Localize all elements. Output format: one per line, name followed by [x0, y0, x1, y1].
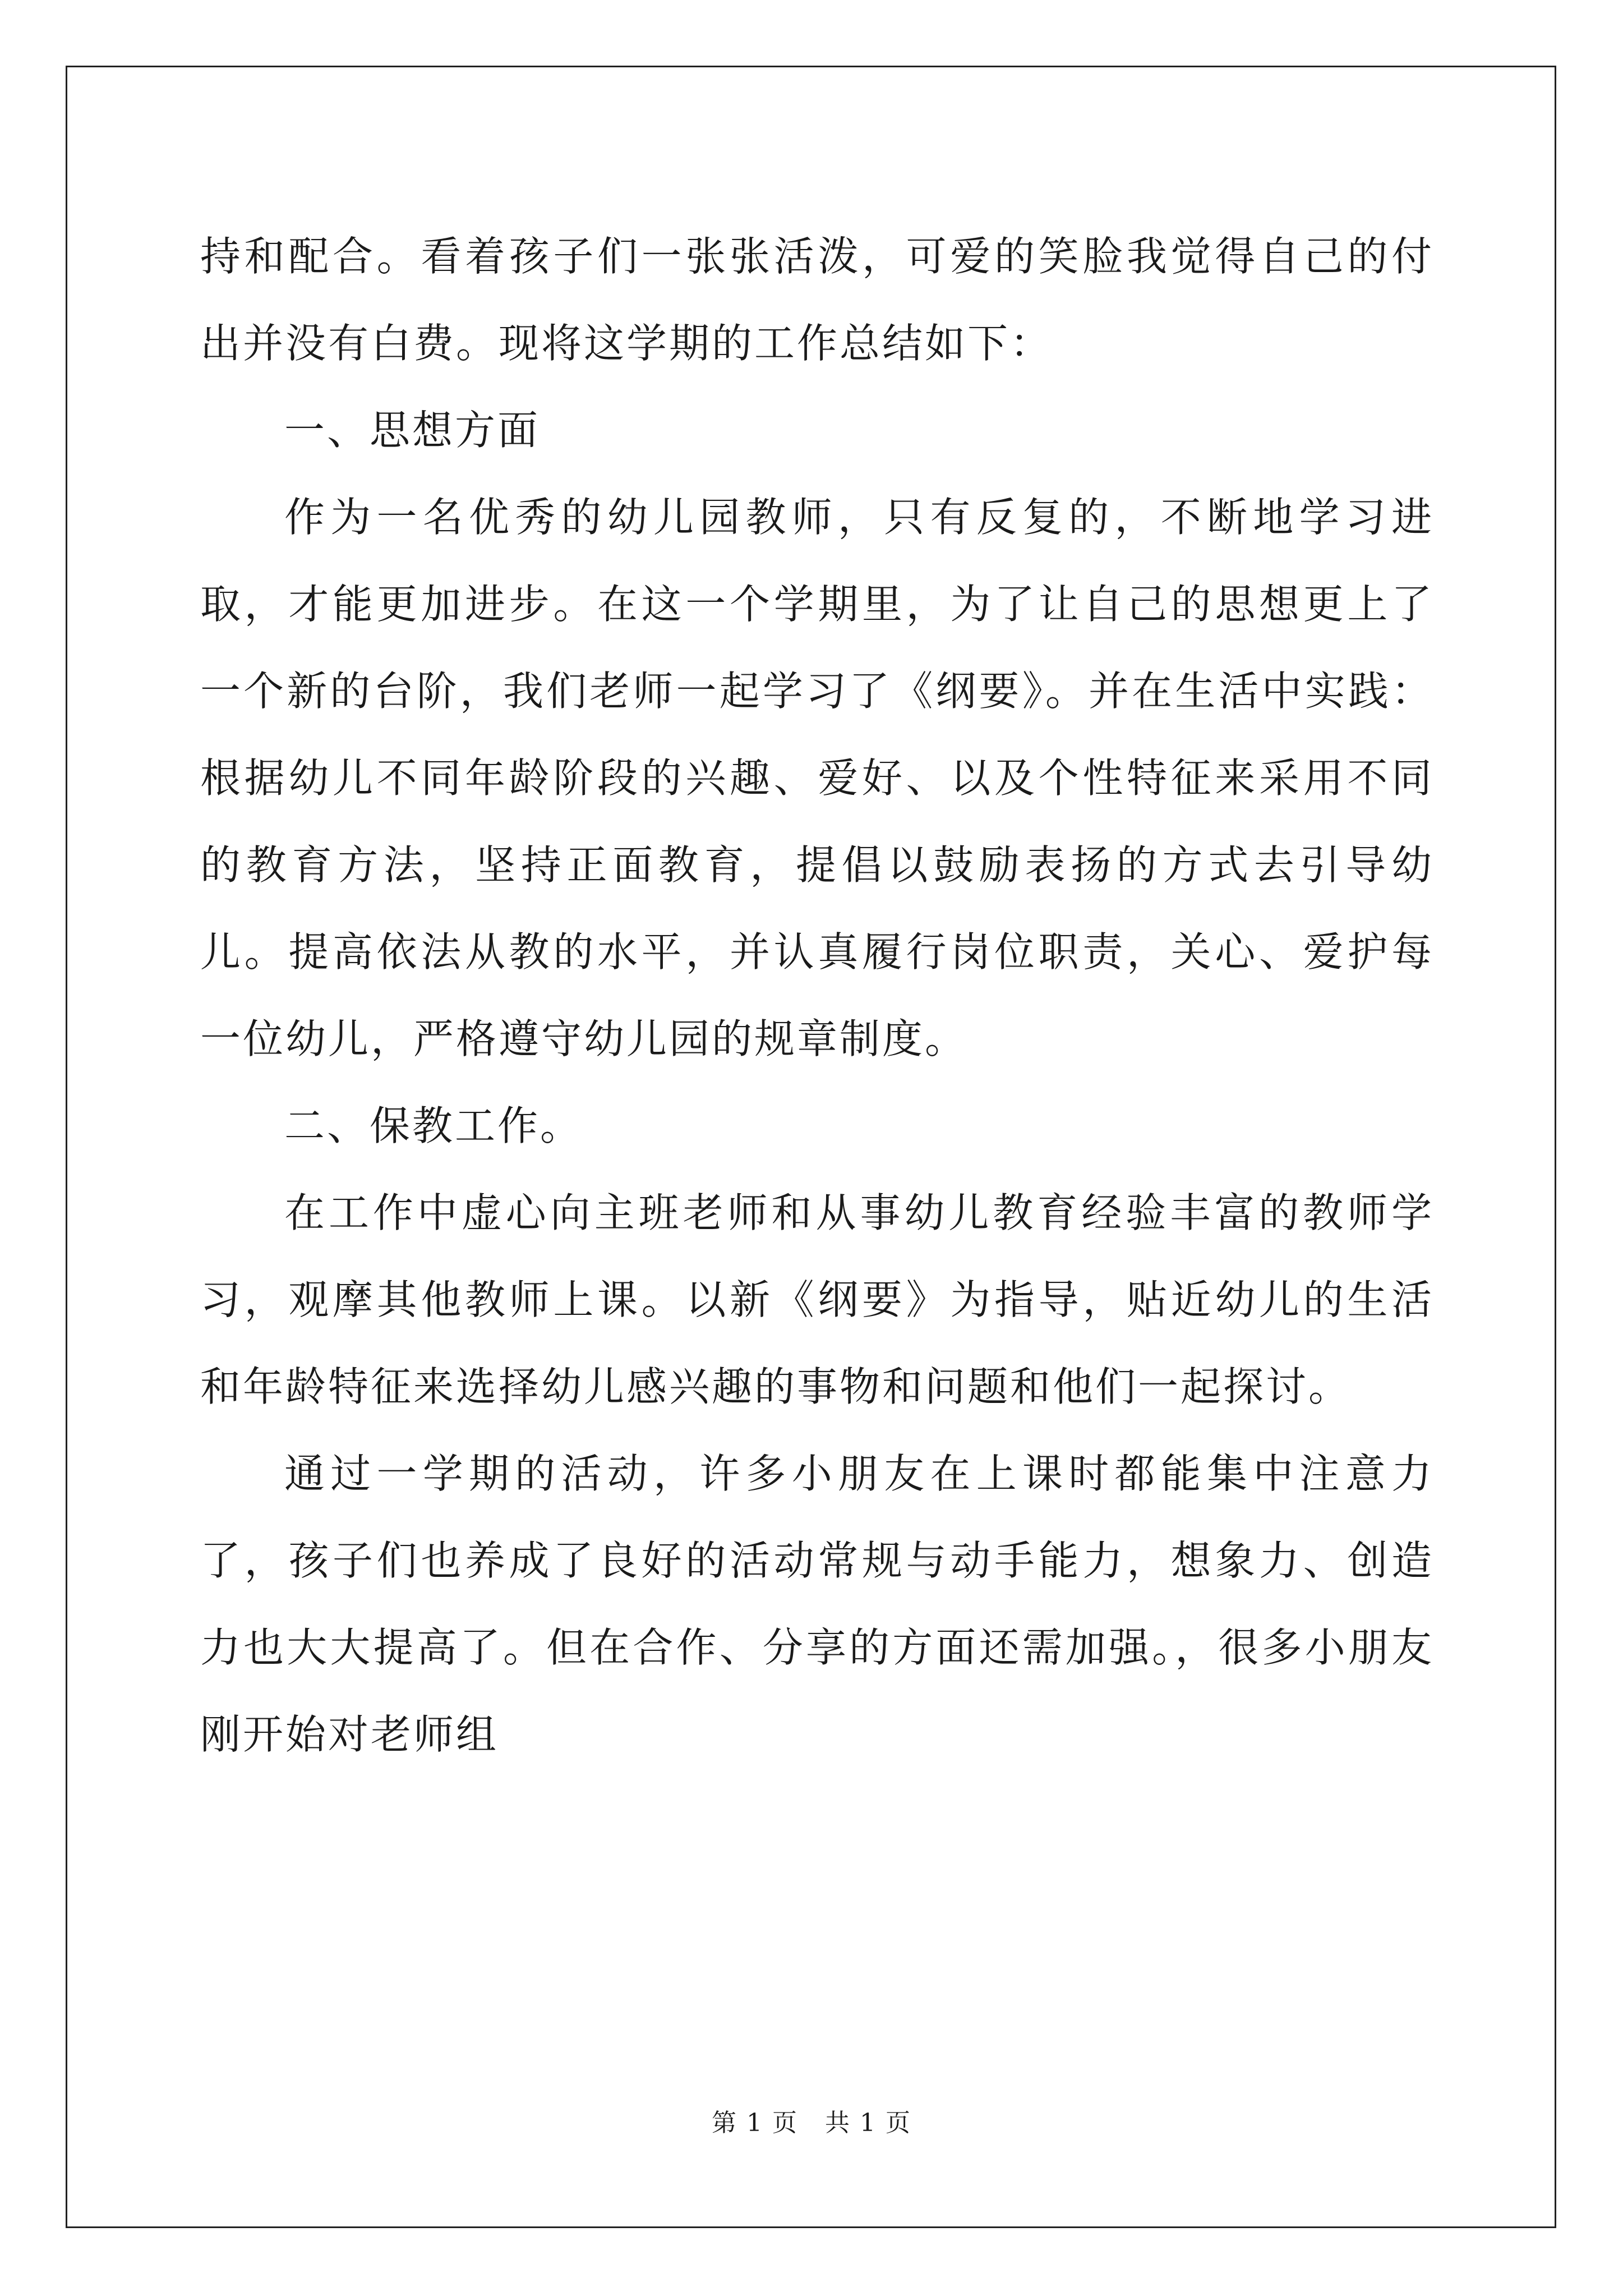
page-footer [0, 2102, 1623, 2138]
paragraph-semester-activities: 通过一学期的活动，许多小朋友在上课时都能集中注意力了，孩子们也养成了良好的活动常规与动手能力，想象力、创造力也大大提高了。但在合作、分享的方面还需加强。，很多小朋友刚开始对老师组 [200, 1450, 1434, 1758]
document-body [200, 213, 1434, 1778]
page-total: 共 1 页 [825, 2109, 911, 2137]
page-number: 第 1 页 [712, 2109, 798, 2137]
heading-thought: 一、思想方面 [284, 407, 541, 454]
paragraph-teaching-work: 在工作中虚心向主班老师和从事幼儿教育经验丰富的教师学习，观摩其他教师上课。以新《纲要》为指导，贴近幼儿的生活和年龄特征来选择幼儿感兴趣的事物和问题和他们一起探讨。 [200, 1189, 1434, 1410]
paragraph-thought: 作为一名优秀的幼儿园教师，只有反复的，不断地学习进取，才能更加进步。在这一个学期里，为了让自己的思想更上了一个新的台阶，我们老师一起学习了《纲要》。并在生活中实践：根据幼儿不同年龄阶段的兴趣、爱好、以及个性特征来采用不同的教育方法，坚持正面教育，提倡以鼓励表扬的方式去引导幼儿。提高依法从教的水平，并认真履行岗位职责，关心、爱护每一位幼儿，严格遵守幼儿园的规章制度。 [200, 494, 1434, 1062]
heading-teaching-work: 二、保教工作。 [284, 1102, 583, 1149]
paragraph-intro-continued: 持和配合。看着孩子们一张张活泼，可爱的笑脸我觉得自己的付出并没有白费。现将这学期的工作总结如下： [200, 233, 1434, 367]
